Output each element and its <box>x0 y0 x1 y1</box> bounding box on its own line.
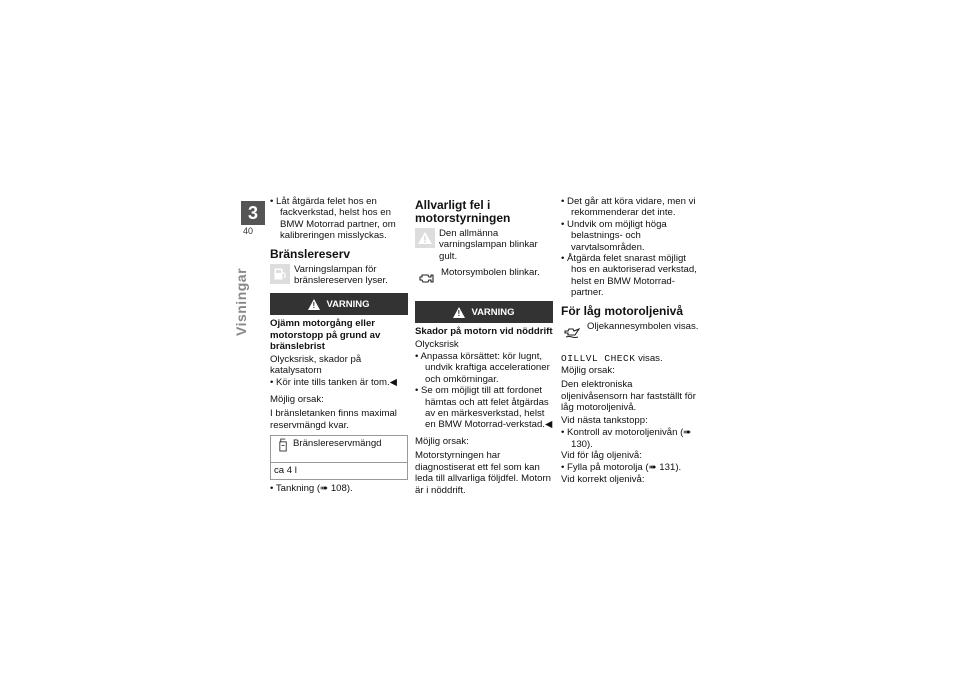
cause-label: Möjlig orsak: <box>270 393 324 405</box>
page-number: 40 <box>243 226 254 236</box>
table-value: ca 4 l <box>274 465 297 477</box>
list-item: • Se om möjligt till att fordonet hämtas och att felet åtgärdas av en märkesverkstad, helst en BMW Motorrad-verkstad.◀ <box>415 385 553 431</box>
warning-triangle-icon: ! <box>453 307 465 318</box>
list-item: • Undvik om möjligt höga belastnings- och varvtalsområden. <box>561 219 699 253</box>
display-suffix: visas. <box>638 352 663 364</box>
icon-description: Den allmänna varningslampan blinkar gult. <box>439 228 538 262</box>
column-2 <box>415 196 553 497</box>
list-item: • Tankning (➠ 108). <box>270 483 408 494</box>
next-stop-label: Vid nästa tankstopp: <box>561 414 648 426</box>
warning-body: Olycksrisk <box>415 338 459 350</box>
cause-text: Den elektroniska oljenivåsensorn har fastställt för låg motoroljenivå. <box>561 379 696 414</box>
list-item: • Det går att köra vidare, men vi rekommenderar det inte. <box>561 196 699 219</box>
warning-title: Skador på motorn vid nöddrift <box>415 326 553 338</box>
fuel-pump-icon <box>270 264 290 284</box>
icon-description: Oljekannesymbolen visas. <box>587 320 699 332</box>
list-item: • Åtgärda felet snarast möjligt hos en auktoriserad verkstad, helst en BMW Motorrad-partner. <box>561 253 699 299</box>
heading-fuel-reserve: Bränslereserv <box>270 246 351 261</box>
warning-lamp-row <box>415 228 553 263</box>
list-item: • Kontroll av motoroljenivån (➠ 130). <box>561 427 699 450</box>
heading-low-oil: För låg motoroljenivå <box>561 303 684 318</box>
table-header: Bränslereservmängd <box>293 438 382 450</box>
chapter-title: Visningar <box>233 267 249 336</box>
cause-label: Möjlig orsak: <box>415 435 469 447</box>
oil-can-icon <box>561 321 583 343</box>
heading-engine-fault: Allvarligt fel i motorstyrningen <box>415 198 511 225</box>
engine-lamp-row <box>415 267 553 289</box>
fuel-can-icon <box>273 438 293 453</box>
warning-label: VARNING <box>471 306 515 318</box>
chapter-number: 3 <box>241 201 265 225</box>
icon-description: Motorsymbolen blinkar. <box>441 267 540 279</box>
column-1 <box>270 196 408 494</box>
general-warning-icon <box>415 228 435 248</box>
list-item: • Kör inte tills tanken är tom.◀ <box>270 377 408 388</box>
display-code: OILLVL CHECK <box>561 352 636 364</box>
warning-label: VARNING <box>326 298 370 310</box>
warning-bar <box>415 301 553 323</box>
warning-bar <box>270 293 408 315</box>
icon-description: Varningslampan för bränslereserven lyser. <box>294 263 388 287</box>
correct-level-label: Vid korrekt oljenivå: <box>561 473 645 485</box>
cause-label: Möjlig orsak: <box>561 365 615 377</box>
warning-title: Ojämn motorgång eller motorstopp på grund av bränslebrist <box>270 318 381 353</box>
engine-icon <box>415 267 437 289</box>
cause-text: Motorstyrningen har diagnostiserat ett fel som kan leda till allvarliga följdfel. Motorn är i nöddrift. <box>415 450 551 496</box>
warning-triangle-icon: ! <box>308 299 320 310</box>
spec-table <box>270 435 408 479</box>
fuel-icon-row <box>270 264 408 288</box>
cause-text: I bränsletanken finns maximal reservmängd kvar. <box>270 408 397 431</box>
oil-icon-row <box>561 321 699 343</box>
low-level-label: Vid för låg oljenivå: <box>561 449 642 461</box>
column-3 <box>561 196 699 486</box>
warning-body: Olycksrisk, skador på katalysatorn <box>270 353 362 377</box>
list-item: • Anpassa körsättet: kör lugnt, undvik kraftiga accelerationer och omkörningar. <box>415 351 553 385</box>
display-message <box>561 353 699 364</box>
list-item: • Fylla på motorolja (➠ 131). <box>561 462 699 473</box>
list-item: • Låt åtgärda felet hos en fackverkstad, helst hos en BMW Motorrad partner, om kalibreringen misslyckas. <box>270 196 408 242</box>
